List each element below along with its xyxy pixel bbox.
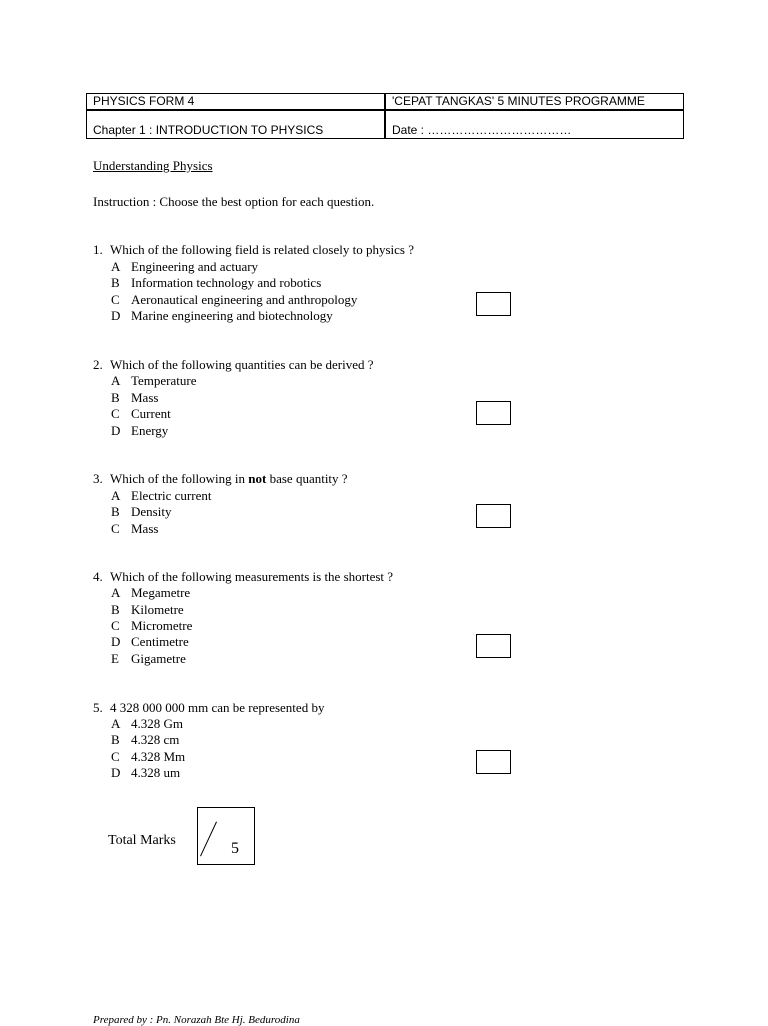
- option-letter: A: [111, 585, 121, 600]
- total-marks-out-of: 5: [231, 840, 239, 857]
- option-text: Mass: [131, 390, 159, 405]
- option-text: 4.328 Gm: [131, 716, 183, 731]
- question-number: 4.: [93, 569, 103, 584]
- option-letter: B: [111, 275, 120, 290]
- option-letter: B: [111, 504, 120, 519]
- option-letter: A: [111, 488, 121, 503]
- option-text: Temperature: [131, 373, 197, 388]
- option-text: Megametre: [131, 585, 191, 600]
- option-text: 4.328 Mm: [131, 749, 186, 764]
- option-letter: A: [111, 259, 121, 274]
- answer-box[interactable]: [476, 292, 511, 316]
- option-text: Gigametre: [131, 651, 186, 666]
- total-marks-box: [197, 807, 255, 865]
- question-number: 5.: [93, 700, 103, 715]
- option-letter: A: [111, 373, 121, 388]
- question-number: 2.: [93, 357, 103, 372]
- header-divider-vertical: [384, 94, 386, 138]
- question-text-emphasis: not: [248, 471, 267, 486]
- option-text: 4.328 cm: [131, 732, 180, 747]
- option-letter: E: [111, 651, 119, 666]
- question-text: [110, 472, 348, 485]
- footer-prepared-by: Prepared by : Pn. Norazah Bte Hj. Bedurodina: [93, 1014, 300, 1026]
- question-text: Which of the following field is related closely to physics ?: [110, 242, 414, 257]
- section-title: Understanding Physics: [93, 158, 213, 173]
- option-text: Engineering and actuary: [131, 259, 259, 274]
- option-letter: B: [111, 390, 120, 405]
- header-divider-horizontal: [87, 109, 683, 111]
- question-number: 1.: [93, 242, 103, 257]
- option-text: Centimetre: [131, 634, 189, 649]
- header-programme: 'CEPAT TANGKAS' 5 MINUTES PROGRAMME: [392, 94, 645, 108]
- option-letter: D: [111, 423, 121, 438]
- answer-box[interactable]: [476, 401, 511, 425]
- option-letter: A: [111, 716, 121, 731]
- option-text: Density: [131, 504, 172, 519]
- option-text: Electric current: [131, 488, 212, 503]
- total-marks-label: Total Marks: [108, 833, 176, 848]
- option-text: 4.328 um: [131, 765, 181, 780]
- option-letter: B: [111, 732, 120, 747]
- option-letter: C: [111, 618, 120, 633]
- option-text: Energy: [131, 423, 169, 438]
- option-text: Current: [131, 406, 171, 421]
- answer-box[interactable]: [476, 634, 511, 658]
- question-text: Which of the following measurements is the shortest ?: [110, 569, 394, 584]
- option-letter: C: [111, 406, 120, 421]
- option-text: Micrometre: [131, 618, 193, 633]
- question-text-before: Which of the following in: [110, 471, 249, 486]
- option-letter: B: [111, 602, 120, 617]
- question-number: 3.: [93, 471, 103, 486]
- answer-box[interactable]: [476, 504, 511, 528]
- header-date: Date : ………………………………: [392, 123, 572, 137]
- option-letter: D: [111, 634, 121, 649]
- option-letter: D: [111, 308, 121, 323]
- fraction-slash: [200, 822, 217, 857]
- option-text: Marine engineering and biotechnology: [131, 308, 333, 323]
- header-subject: PHYSICS FORM 4: [93, 94, 195, 108]
- option-letter: C: [111, 749, 120, 764]
- instruction: Instruction : Choose the best option for each question.: [93, 194, 375, 209]
- header-table: [86, 93, 684, 139]
- option-text: Mass: [131, 521, 159, 536]
- question-text: 4 328 000 000 mm can be represented by: [110, 700, 325, 715]
- option-letter: D: [111, 765, 121, 780]
- option-text: Kilometre: [131, 602, 184, 617]
- option-text: Information technology and robotics: [131, 275, 322, 290]
- question-text: Which of the following quantities can be derived ?: [110, 357, 374, 372]
- option-text: Aeronautical engineering and anthropology: [131, 292, 358, 307]
- header-chapter: Chapter 1 : INTRODUCTION TO PHYSICS: [93, 123, 324, 137]
- option-letter: C: [111, 292, 120, 307]
- question-text-after: base quantity ?: [266, 471, 348, 486]
- answer-box[interactable]: [476, 750, 511, 774]
- option-letter: C: [111, 521, 120, 536]
